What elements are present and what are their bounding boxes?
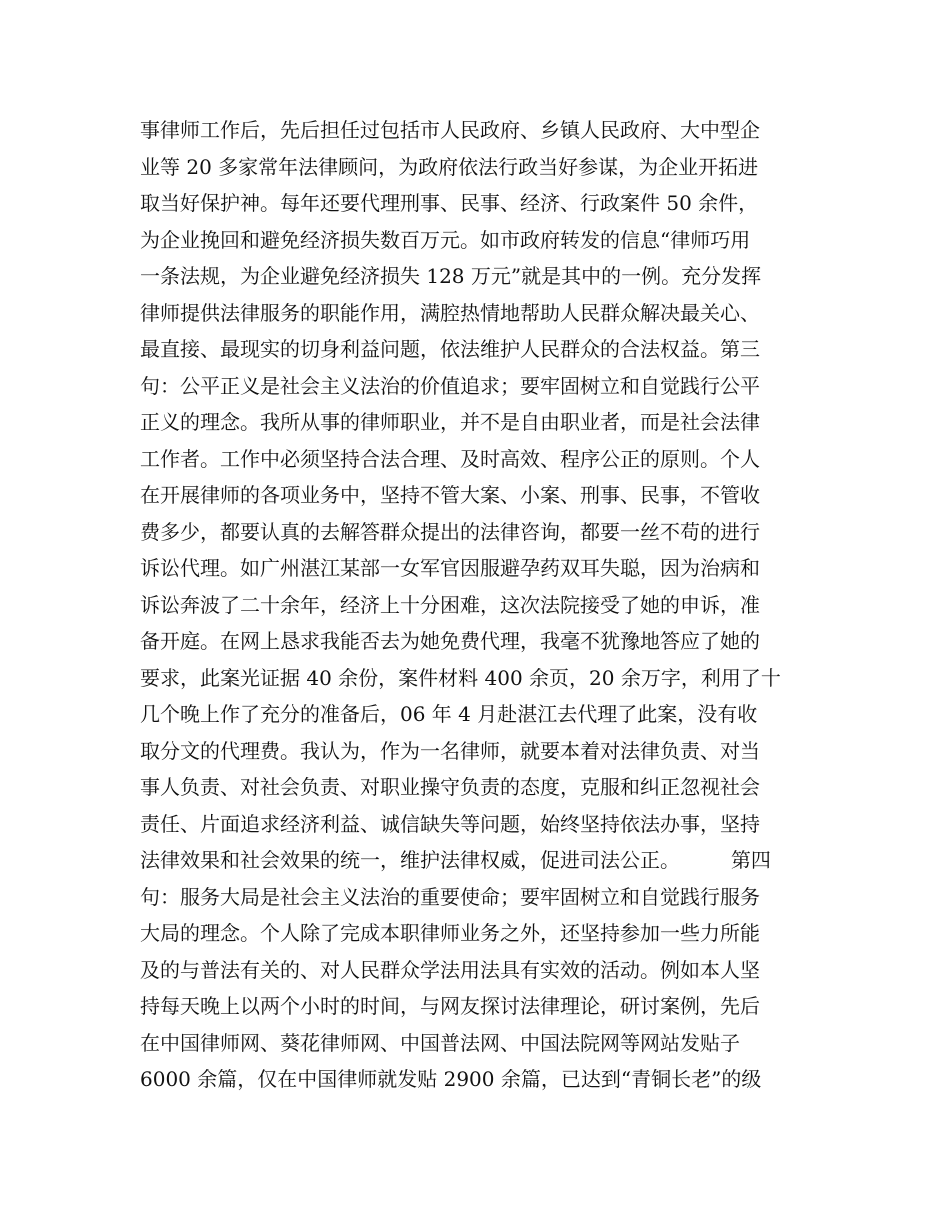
text-line: 6000 余篇，仅在中国律师就发贴 2900 余篇，已达到“青铜长老”的级 (140, 1067, 762, 1091)
text-line: 句：服务大局是社会主义法治的重要使命；要牢固树立和自觉践行服务 (140, 884, 760, 909)
text-line: 业等 20 多家常年法律顾问，为政府依法行政当好参谋，为企业开拓进 (140, 154, 759, 179)
body-text (140, 112, 820, 1098)
text-line: 工作者。工作中必须坚持合法合理、及时高效、程序公正的原则。个人 (140, 446, 760, 471)
text-line: 取当好保护神。每年还要代理刑事、民事、经济、行政案件 50 余件， (140, 191, 759, 215)
text-line: 持每天晚上以两个小时的时间，与网友探讨法律理论，研讨案例，先后 (140, 994, 760, 1018)
text-line: 最直接、最现实的切身利益问题，依法维护人民群众的合法权益。第三 (140, 337, 760, 361)
text-line: 备开庭。在网上恳求我能否去为她免费代理，我毫不犹豫地答应了她的 (140, 629, 760, 653)
text-line: 责任、片面追求经济利益、诚信缺失等问题，始终坚持依法办事，坚持 (140, 811, 760, 836)
text-line: 正义的理念。我所从事的律师职业，并不是自由职业者，而是社会法律 (140, 410, 760, 434)
text-line: 为企业挽回和避免经济损失数百万元。如市政府转发的信息“律师巧用 (140, 227, 751, 252)
text-line: 句：公平正义是社会主义法治的价值追求；要牢固树立和自觉践行公平 (140, 373, 760, 398)
text-line: 费多少，都要认真的去解答群众提出的法律咨询，都要一丝不苟的进行 (140, 519, 760, 544)
text-line: 大局的理念。个人除了完成本职律师业务之外，还坚持参加一些力所能 (140, 921, 760, 945)
text-line: 一条法规，为企业避免经济损失 128 万元”就是其中的一例。充分发挥 (140, 264, 762, 288)
text-line: 事人负责、对社会负责、对职业操守负责的态度，克服和纠正忽视社会 (140, 775, 760, 799)
text-line: 及的与普法有关的、对人民群众学法用法具有实效的活动。例如本人坚 (140, 957, 760, 982)
text-line: 取分文的代理费。我认为，作为一名律师，就要本着对法律负责、对当 (140, 738, 760, 763)
text-line: 在中国律师网、葵花律师网、中国普法网、中国法院网等网站发贴子 (140, 1030, 740, 1055)
text-line: 要求，此案光证据 40 余份，案件材料 400 余页，20 余万字，利用了十 (140, 665, 781, 690)
text-line: 几个晚上作了充分的准备后，06 年 4 月赴湛江去代理了此案，没有收 (140, 702, 758, 726)
text-line: 律师提供法律服务的职能作用，满腔热情地帮助人民群众解决最关心、 (140, 300, 760, 325)
text-line: 在开展律师的各项业务中，坚持不管大案、小案、刑事、民事，不管收 (140, 483, 760, 507)
text-line: 法律效果和社会效果的统一，维护法律权威，促进司法公正。 第四 (140, 848, 771, 872)
text-line: 诉讼奔波了二十余年，经济上十分困难，这次法院接受了她的申诉，准 (140, 592, 760, 617)
text-line: 诉讼代理。如广州湛江某部一女军官因服避孕药双耳失聪，因为治病和 (140, 556, 760, 580)
text-line: 事律师工作后，先后担任过包括市人民政府、乡镇人民政府、大中型企 (140, 118, 760, 142)
